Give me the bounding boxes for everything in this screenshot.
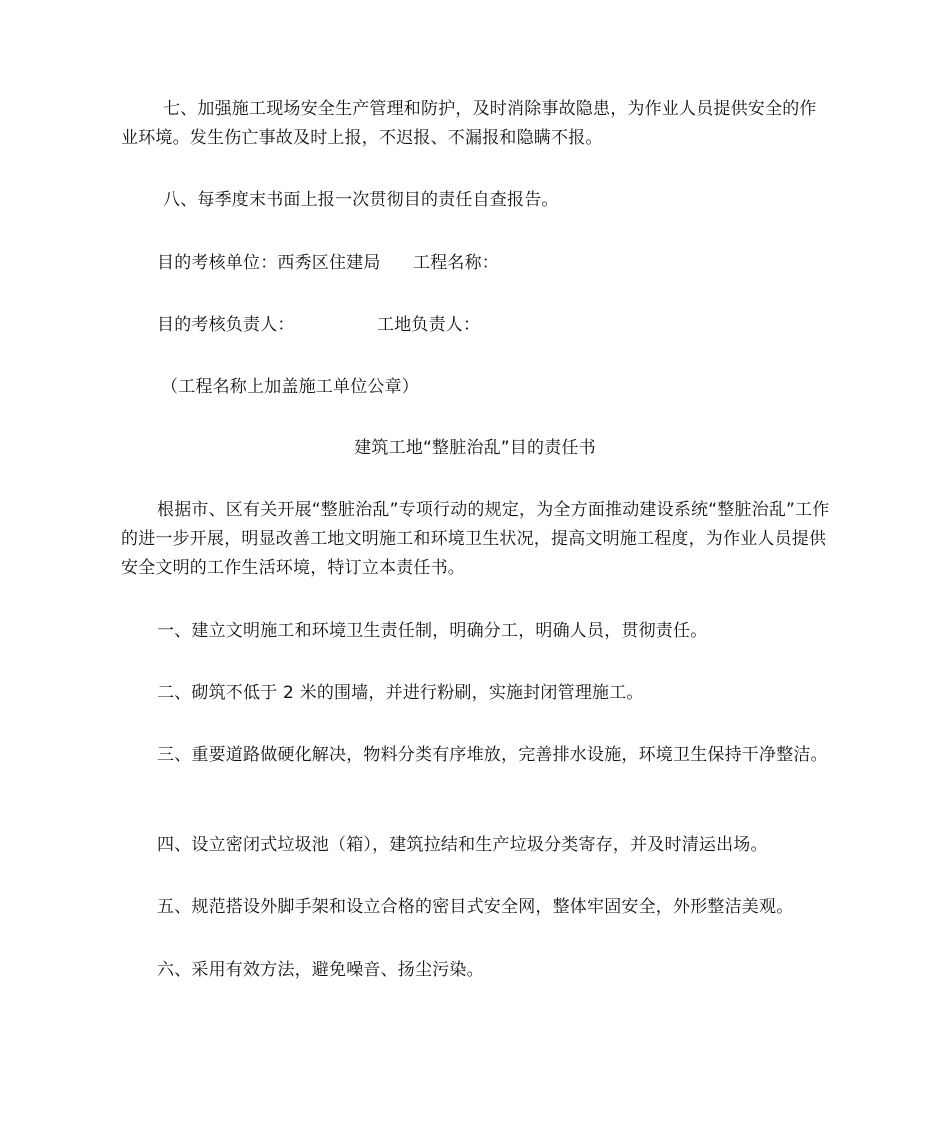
project-name-label: 工程名称： xyxy=(413,253,499,273)
clause-5: 五、规范搭设外脚手架和设立合格的密目式安全网，整体牢固安全，外形整洁美观。 xyxy=(157,897,794,917)
intro-paragraph: 根据市、区有关开展“整脏治乱”专项行动的规定，为全方面推动建设系统“整脏治乱”工作的进一步开展，明显改善工地文明施工和环境卫生状况，提高文明施工程度，为作业人员提供安全文明的工作生活环境，特订立本责任书。 xyxy=(121,500,830,578)
clause-4: 四、设立密闭式垃圾池（箱），建筑拉结和生产垃圾分类寄存，并及时清运出场。 xyxy=(157,835,768,855)
clause-2: 二、砌筑不低于 2 米的围墙，并进行粉刷，实施封闭管理施工。 xyxy=(157,683,644,703)
seal-note: （工程名称上加盖施工单位公章） xyxy=(161,377,419,397)
clause-3: 三、重要道路做硬化解决，物料分类有序堆放，完善排水设施，环境卫生保持干净整洁。 xyxy=(157,745,828,765)
item-8-paragraph: 八、每季度末书面上报一次贯彻目的责任自查报告。 xyxy=(163,190,559,210)
item-7-paragraph: 七、加强施工现场安全生产管理和防护，及时消除事故隐患，为作业人员提供安全的作业环境。发生伤亡事故及时上报，不迟报、不漏报和隐瞒不报。 xyxy=(121,99,817,148)
clause-6: 六、采用有效方法，避免噪音、扬尘污染。 xyxy=(157,960,484,980)
clause-1: 一、建立文明施工和环境卫生责任制，明确分工，明确人员，贯彻责任。 xyxy=(157,621,708,641)
document-title: 建筑工地“整脏治乱”目的责任书 xyxy=(354,438,596,458)
assessor-head-label: 目的考核负责人： xyxy=(157,315,295,335)
assessor-unit-label: 目的考核单位：西秀区住建局 xyxy=(157,253,381,273)
site-head-label: 工地负责人： xyxy=(377,315,481,335)
